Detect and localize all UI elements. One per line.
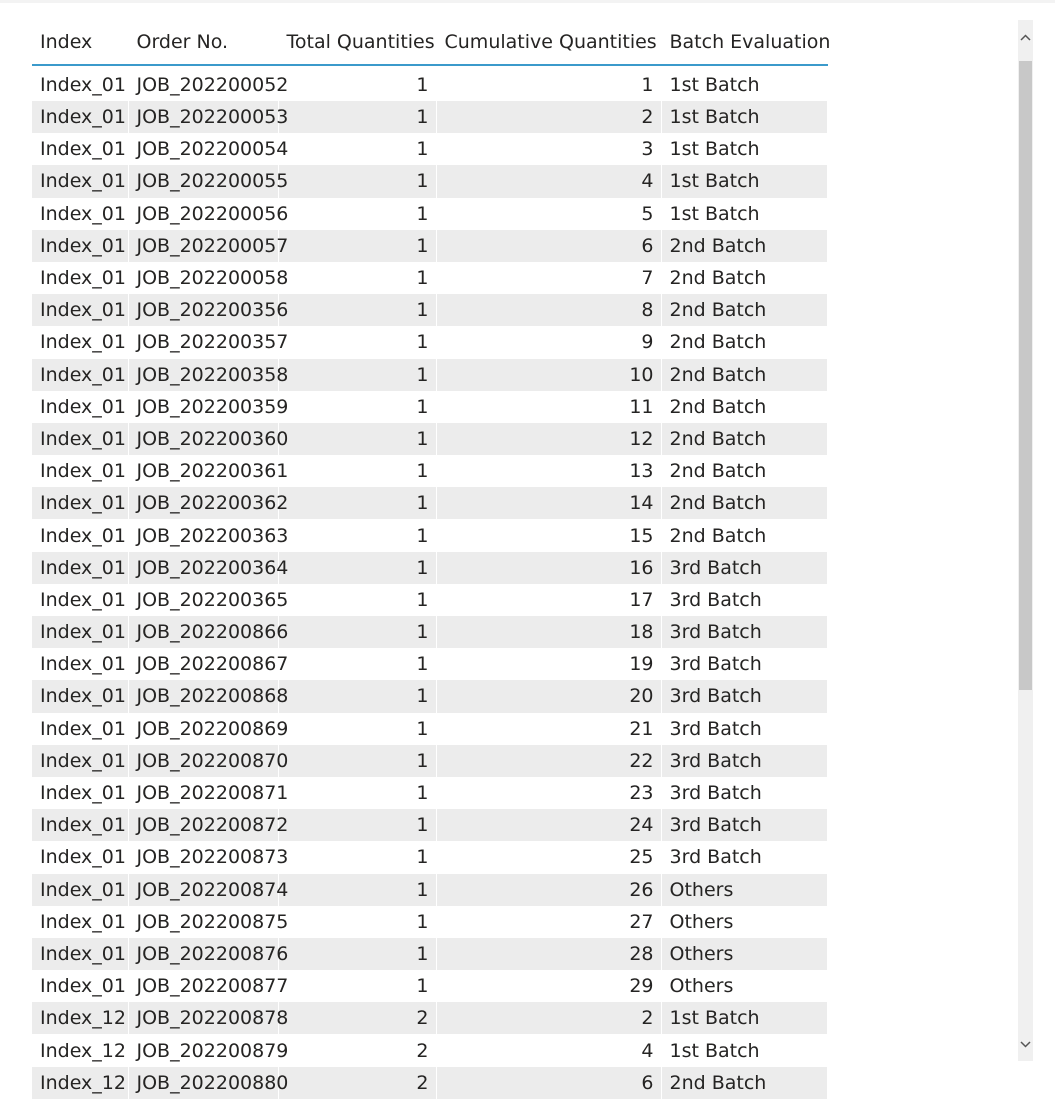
cell-order-no: JOB_202200055	[128, 165, 278, 197]
cell-order-no: JOB_202200056	[128, 198, 278, 230]
cell-order-no: JOB_202200053	[128, 101, 278, 133]
cell-index: Index_01	[32, 648, 128, 680]
cell-batch-evaluation: 2nd Batch	[661, 262, 827, 294]
chevron-down-icon[interactable]	[1018, 1035, 1033, 1061]
cell-batch-evaluation: 2nd Batch	[661, 423, 827, 455]
cell-order-no: JOB_202200874	[128, 874, 278, 906]
cell-cumulative-quantities: 18	[436, 616, 661, 648]
cell-cumulative-quantities: 1	[436, 65, 661, 101]
cell-order-no: JOB_202200058	[128, 262, 278, 294]
cell-order-no: JOB_202200869	[128, 713, 278, 745]
cell-total-quantities: 1	[278, 552, 436, 584]
cell-batch-evaluation: 3rd Batch	[661, 713, 827, 745]
cell-batch-evaluation: 2nd Batch	[661, 1067, 827, 1099]
table-row[interactable]	[32, 230, 827, 262]
cell-order-no: JOB_202200365	[128, 584, 278, 616]
cell-batch-evaluation: 1st Batch	[661, 133, 827, 165]
cell-batch-evaluation: Others	[661, 970, 827, 1002]
cell-order-no: JOB_202200359	[128, 391, 278, 423]
cell-batch-evaluation: 3rd Batch	[661, 809, 827, 841]
cell-cumulative-quantities: 22	[436, 745, 661, 777]
cell-batch-evaluation: 3rd Batch	[661, 745, 827, 777]
cell-total-quantities: 1	[278, 133, 436, 165]
table-row[interactable]	[32, 906, 827, 938]
cell-index: Index_01	[32, 970, 128, 1002]
cell-cumulative-quantities: 20	[436, 680, 661, 712]
cell-index: Index_01	[32, 584, 128, 616]
column-header-batch-evaluation[interactable]: Batch Evaluation	[661, 20, 827, 65]
cell-cumulative-quantities: 4	[436, 1034, 661, 1066]
cell-order-no: JOB_202200361	[128, 455, 278, 487]
cell-batch-evaluation: 2nd Batch	[661, 326, 827, 358]
cell-cumulative-quantities: 28	[436, 938, 661, 970]
cell-index: Index_01	[32, 809, 128, 841]
cell-batch-evaluation: 2nd Batch	[661, 455, 827, 487]
cell-cumulative-quantities: 9	[436, 326, 661, 358]
table-row[interactable]	[32, 391, 827, 423]
table-row[interactable]	[32, 487, 827, 519]
table-row[interactable]	[32, 874, 827, 906]
cell-total-quantities: 1	[278, 294, 436, 326]
cell-index: Index_01	[32, 423, 128, 455]
cell-index: Index_01	[32, 777, 128, 809]
cell-order-no: JOB_202200872	[128, 809, 278, 841]
cell-batch-evaluation: 3rd Batch	[661, 584, 827, 616]
cell-index: Index_01	[32, 487, 128, 519]
cell-cumulative-quantities: 3	[436, 133, 661, 165]
cell-total-quantities: 1	[278, 455, 436, 487]
table-row[interactable]	[32, 809, 827, 841]
cell-cumulative-quantities: 25	[436, 841, 661, 873]
table-row[interactable]	[32, 262, 827, 294]
header-row	[32, 20, 827, 65]
cell-cumulative-quantities: 11	[436, 391, 661, 423]
cell-index: Index_01	[32, 938, 128, 970]
cell-batch-evaluation: 2nd Batch	[661, 359, 827, 391]
cell-total-quantities: 1	[278, 584, 436, 616]
cell-order-no: JOB_202200356	[128, 294, 278, 326]
cell-batch-evaluation: 3rd Batch	[661, 616, 827, 648]
cell-total-quantities: 1	[278, 487, 436, 519]
cell-index: Index_01	[32, 262, 128, 294]
cell-cumulative-quantities: 6	[436, 1067, 661, 1099]
cell-order-no: JOB_202200873	[128, 841, 278, 873]
cell-batch-evaluation: 3rd Batch	[661, 552, 827, 584]
cell-order-no: JOB_202200867	[128, 648, 278, 680]
cell-order-no: JOB_202200363	[128, 519, 278, 551]
cell-batch-evaluation: 1st Batch	[661, 1002, 827, 1034]
cell-total-quantities: 1	[278, 519, 436, 551]
cell-cumulative-quantities: 17	[436, 584, 661, 616]
cell-cumulative-quantities: 6	[436, 230, 661, 262]
column-header-order-no[interactable]: Order No.	[128, 20, 278, 65]
cell-index: Index_01	[32, 230, 128, 262]
cell-batch-evaluation: 1st Batch	[661, 198, 827, 230]
cell-cumulative-quantities: 5	[436, 198, 661, 230]
cell-total-quantities: 1	[278, 906, 436, 938]
chevron-up-icon[interactable]	[1018, 28, 1033, 48]
table-row[interactable]	[32, 1034, 827, 1066]
cell-index: Index_12	[32, 1034, 128, 1066]
table-row[interactable]	[32, 680, 827, 712]
cell-order-no: JOB_202200880	[128, 1067, 278, 1099]
data-table	[32, 20, 831, 1099]
column-header-cumulative-quantities[interactable]: Cumulative Quantities	[436, 20, 661, 65]
cell-index: Index_01	[32, 101, 128, 133]
cell-order-no: JOB_202200876	[128, 938, 278, 970]
cell-batch-evaluation: 2nd Batch	[661, 230, 827, 262]
table-row[interactable]	[32, 713, 827, 745]
cell-total-quantities: 1	[278, 423, 436, 455]
cell-batch-evaluation: Others	[661, 906, 827, 938]
column-header-total-quantities[interactable]: Total Quantities	[278, 20, 436, 65]
cell-order-no: JOB_202200879	[128, 1034, 278, 1066]
cell-index: Index_01	[32, 198, 128, 230]
cell-cumulative-quantities: 8	[436, 294, 661, 326]
table-row[interactable]	[32, 65, 827, 101]
cell-total-quantities: 1	[278, 809, 436, 841]
table-row[interactable]	[32, 198, 827, 230]
cell-total-quantities: 2	[278, 1067, 436, 1099]
table-row[interactable]	[32, 519, 827, 551]
cell-cumulative-quantities: 19	[436, 648, 661, 680]
cell-index: Index_01	[32, 326, 128, 358]
cell-cumulative-quantities: 4	[436, 165, 661, 197]
cell-index: Index_01	[32, 552, 128, 584]
cell-cumulative-quantities: 21	[436, 713, 661, 745]
table-row[interactable]	[32, 101, 827, 133]
cell-index: Index_01	[32, 133, 128, 165]
cell-batch-evaluation: 3rd Batch	[661, 841, 827, 873]
table-row[interactable]	[32, 165, 827, 197]
cell-cumulative-quantities: 24	[436, 809, 661, 841]
cell-index: Index_01	[32, 713, 128, 745]
table-row[interactable]	[32, 777, 827, 809]
cell-batch-evaluation: Others	[661, 874, 827, 906]
cell-total-quantities: 2	[278, 1034, 436, 1066]
cell-cumulative-quantities: 12	[436, 423, 661, 455]
cell-index: Index_01	[32, 745, 128, 777]
cell-total-quantities: 1	[278, 745, 436, 777]
cell-total-quantities: 1	[278, 841, 436, 873]
cell-order-no: JOB_202200875	[128, 906, 278, 938]
top-border	[0, 0, 1055, 3]
cell-cumulative-quantities: 27	[436, 906, 661, 938]
cell-order-no: JOB_202200878	[128, 1002, 278, 1034]
table-row[interactable]	[32, 745, 827, 777]
cell-total-quantities: 1	[278, 165, 436, 197]
table-body	[32, 65, 827, 1099]
cell-total-quantities: 1	[278, 65, 436, 101]
cell-index: Index_01	[32, 616, 128, 648]
cell-index: Index_01	[32, 359, 128, 391]
cell-total-quantities: 1	[278, 648, 436, 680]
cell-cumulative-quantities: 14	[436, 487, 661, 519]
table-row[interactable]	[32, 970, 827, 1002]
cell-index: Index_01	[32, 874, 128, 906]
cell-total-quantities: 1	[278, 616, 436, 648]
cell-order-no: JOB_202200360	[128, 423, 278, 455]
cell-cumulative-quantities: 23	[436, 777, 661, 809]
cell-batch-evaluation: 2nd Batch	[661, 294, 827, 326]
cell-batch-evaluation: 2nd Batch	[661, 391, 827, 423]
table-row[interactable]	[32, 359, 827, 391]
table-row[interactable]	[32, 584, 827, 616]
cell-total-quantities: 1	[278, 970, 436, 1002]
cell-index: Index_12	[32, 1002, 128, 1034]
cell-order-no: JOB_202200362	[128, 487, 278, 519]
cell-cumulative-quantities: 2	[436, 101, 661, 133]
cell-total-quantities: 1	[278, 938, 436, 970]
cell-index: Index_01	[32, 294, 128, 326]
table-visual[interactable]	[32, 20, 831, 1094]
cell-cumulative-quantities: 15	[436, 519, 661, 551]
cell-cumulative-quantities: 2	[436, 1002, 661, 1034]
table-row[interactable]	[32, 552, 827, 584]
cell-index: Index_01	[32, 165, 128, 197]
cell-total-quantities: 1	[278, 230, 436, 262]
cell-total-quantities: 1	[278, 391, 436, 423]
cell-batch-evaluation: 2nd Batch	[661, 487, 827, 519]
cell-order-no: JOB_202200866	[128, 616, 278, 648]
cell-batch-evaluation: 2nd Batch	[661, 519, 827, 551]
vertical-scrollbar[interactable]	[1018, 20, 1033, 1061]
cell-batch-evaluation: 3rd Batch	[661, 680, 827, 712]
cell-batch-evaluation: 1st Batch	[661, 165, 827, 197]
cell-batch-evaluation: 3rd Batch	[661, 648, 827, 680]
cell-cumulative-quantities: 7	[436, 262, 661, 294]
cell-total-quantities: 1	[278, 198, 436, 230]
cell-total-quantities: 1	[278, 101, 436, 133]
cell-order-no: JOB_202200871	[128, 777, 278, 809]
cell-cumulative-quantities: 16	[436, 552, 661, 584]
cell-batch-evaluation: 3rd Batch	[661, 777, 827, 809]
table-row[interactable]	[32, 326, 827, 358]
cell-total-quantities: 1	[278, 713, 436, 745]
table-row[interactable]	[32, 133, 827, 165]
cell-order-no: JOB_202200877	[128, 970, 278, 1002]
cell-index: Index_01	[32, 519, 128, 551]
cell-total-quantities: 1	[278, 874, 436, 906]
cell-total-quantities: 1	[278, 359, 436, 391]
cell-index: Index_01	[32, 841, 128, 873]
cell-order-no: JOB_202200052	[128, 65, 278, 101]
cell-batch-evaluation: Others	[661, 938, 827, 970]
cell-order-no: JOB_202200364	[128, 552, 278, 584]
cell-cumulative-quantities: 13	[436, 455, 661, 487]
cell-total-quantities: 1	[278, 777, 436, 809]
cell-order-no: JOB_202200357	[128, 326, 278, 358]
table-row[interactable]	[32, 423, 827, 455]
cell-total-quantities: 1	[278, 326, 436, 358]
table-row[interactable]	[32, 841, 827, 873]
cell-batch-evaluation: 1st Batch	[661, 65, 827, 101]
table-row[interactable]	[32, 648, 827, 680]
cell-order-no: JOB_202200868	[128, 680, 278, 712]
cell-index: Index_01	[32, 391, 128, 423]
cell-index: Index_01	[32, 906, 128, 938]
cell-order-no: JOB_202200057	[128, 230, 278, 262]
table-row[interactable]	[32, 1067, 827, 1099]
cell-cumulative-quantities: 29	[436, 970, 661, 1002]
cell-index: Index_01	[32, 455, 128, 487]
cell-index: Index_01	[32, 65, 128, 101]
cell-order-no: JOB_202200054	[128, 133, 278, 165]
cell-order-no: JOB_202200870	[128, 745, 278, 777]
cell-index: Index_01	[32, 680, 128, 712]
cell-total-quantities: 1	[278, 262, 436, 294]
column-header-index[interactable]: Index	[32, 20, 128, 65]
table-row[interactable]	[32, 294, 827, 326]
table-row[interactable]	[32, 616, 827, 648]
table-row[interactable]	[32, 455, 827, 487]
cell-total-quantities: 1	[278, 680, 436, 712]
scrollbar-thumb[interactable]	[1019, 61, 1032, 690]
cell-index: Index_12	[32, 1067, 128, 1099]
cell-cumulative-quantities: 10	[436, 359, 661, 391]
cell-total-quantities: 2	[278, 1002, 436, 1034]
table-row[interactable]	[32, 938, 827, 970]
table-row[interactable]	[32, 1002, 827, 1034]
cell-cumulative-quantities: 26	[436, 874, 661, 906]
cell-batch-evaluation: 1st Batch	[661, 1034, 827, 1066]
cell-order-no: JOB_202200358	[128, 359, 278, 391]
cell-batch-evaluation: 1st Batch	[661, 101, 827, 133]
